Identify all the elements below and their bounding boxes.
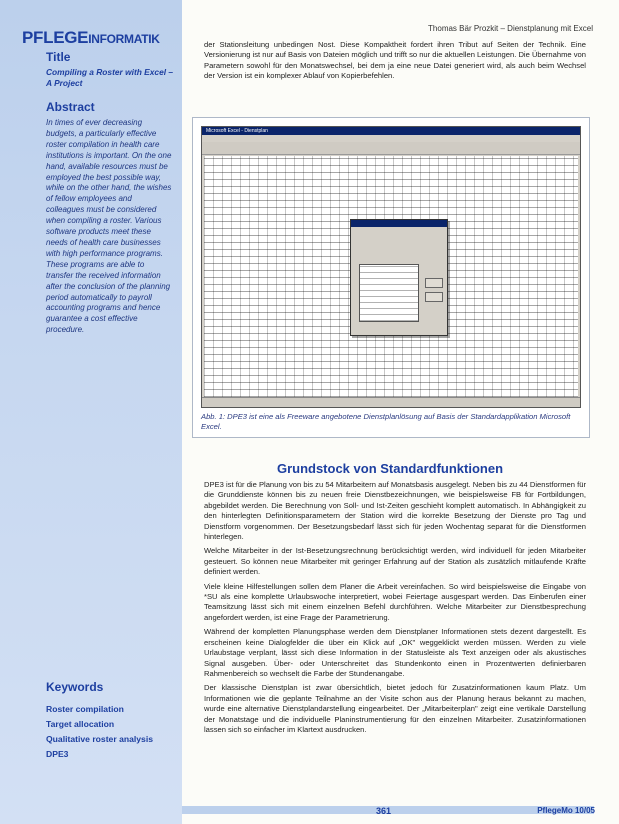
window-title: Microsoft Excel - Dienstplan [206,128,268,134]
dialog-button [425,278,443,288]
keyword-item: DPE3 [46,749,69,759]
title-heading: Title [46,50,71,64]
body-paragraph: Welche Mitarbeiter in der Ist-Besetzungsrechnung berücksichtigt werden, wird individuell für jeden Mitarbeiter gesteuert. So können neue Mitarbeiter mit geringer Erfahrung auf der Station als zusätzlich mitlaufende Kräfte definiert werden. [204,546,586,577]
dialog-button [425,292,443,302]
brand-logo [22,28,160,48]
body-paragraph: Viele kleine Hilfestellungen sollen dem Planer die Arbeit vereinfachen. So wird beispielsweise die Eingabe von *SU als eine komplette Urlaubswoche interpretiert, wobei Feiertage ausgespart werden. Das Einberufen einer Teamsitzung lässt sich mit einem einzelnen Befehl durchführen. Welche Mitarbeiter zur Dienstbesprechung angefordert werden, ist eine Frage der Parametrierung. [204,581,586,622]
status-bar [202,397,580,407]
body-paragraph: Der klassische Dienstplan ist zwar übersichtlich, bietet jedoch für Zusatzinformationen kaum Platz. Um Informationen wie die geplante Teilnahme an der Visite schon aus der Planung heraus bekannt zu machen, wurde eine alternative Dienstplandarstellung eingearbeitet. Der „Mitarbeiterplan" zeigt eine vertikale Darstellung der Monatstage und die individuelle Planinstrumentierung für den einzelnen Mitarbeiter. Zusatzinformationen lassen sich so einfacher im Klartext ausdrucken. [204,683,586,734]
keyword-item: Roster compilation [46,704,124,714]
section-body [204,480,586,739]
excel-screenshot [201,126,581,408]
keywords-list [46,702,153,762]
brand-main: PFLEGE [22,28,89,47]
settings-dialog [350,219,448,336]
intro-paragraph [204,40,586,86]
figure-box [192,117,590,438]
page-number: 361 [376,806,392,816]
body-paragraph: DPE3 ist für die Planung von bis zu 54 Mitarbeitern auf Monatsbasis ausgelegt. Neben bis zu 44 Dienstformen für die Grunddienste können bis zu neuen freie Dienstbezeichnungen, wie beispielsweise FB für Fortbildungen, abgebildet werden. Die Berechnung von Soll- und Ist-Zeiten geschieht komplett automatisch. In Abhängigkeit zu den hinterlegten Definitionsparametern der Station wird die korrekte Besetzung der Dienste pro Tag und Dienstform vorgenommen. Der Besetzungsbedarf lässt sich für jeden Wochentag separat für die Dienstformen hinterlegen. [204,480,586,542]
section-title: Grundstock von Standardfunktionen [276,461,504,476]
issue-label: PflegeMo 10/05 [537,806,595,815]
toolbar [202,142,580,155]
dialog-titlebar [351,220,447,227]
keywords-heading: Keywords [46,680,104,694]
header-byline: Thomas Bär Prozkit – Dienstplanung mit Excel [428,24,593,33]
abstract-text: In times of ever decreasing budgets, a particularly effective roster compilation in health care institutions is important. On the one hand, available resources must be employed the best possible way, while on the other hand, the wishes of fellow employees and colleagues must be considered when compiling a roster. Various software products meet these needs of health care businesses with high performance programs. These programs are able to transfer the received information after the conclusion of the planning period automatically to payroll accounting programs and hence guarantee a cost effective procedure. [46,118,172,335]
english-title: Compiling a Roster with Excel – A Project [46,67,174,88]
figure-caption: Abb. 1: DPE3 ist eine als Freeware angebotene Dienstplanlösung auf Basis der Standardapplikation Microsoft Excel. [201,412,571,431]
keyword-item: Target allocation [46,719,115,729]
intro-text: der Stationsleitung unbedingen Nost. Diese Kompaktheit fordert ihren Tribut auf Seiten der Technik. Eine Versionierung ist nur auf Basis von Dateien möglich und trifft so nur die aktuellen Leistungen. Die Übernahme von Parametern sowohl für den Monatswechsel, bei dem ja eine neue Datei generiert wird, als auch beim Wechsel der Version ist ein komplexer Ablauf von Kopierbefehlen. [204,40,586,81]
window-titlebar [202,127,580,135]
dialog-list [359,264,419,322]
body-paragraph: Während der kompletten Planungsphase werden dem Dienstplaner Informationen stets dezent dargestellt. Es erscheinen keine Dialogfelder die über ein Klick auf „OK" weggeklickt werden müssen. Werden zu viele Urlaubstage verplant, lässt sich diese Information in der Statusleiste als Text anzeigen oder als akustisches Signal ausgeben. Über- oder Unterschreitet das Stundenkonto einen in Prozentwerten definierbaren Rahmenbereich so wechselt die Farbe der Stundenangabe. [204,627,586,678]
brand-second: INFORMATIK [88,32,160,46]
abstract-heading: Abstract [46,100,95,114]
keyword-item: Qualitative roster analysis [46,734,153,744]
